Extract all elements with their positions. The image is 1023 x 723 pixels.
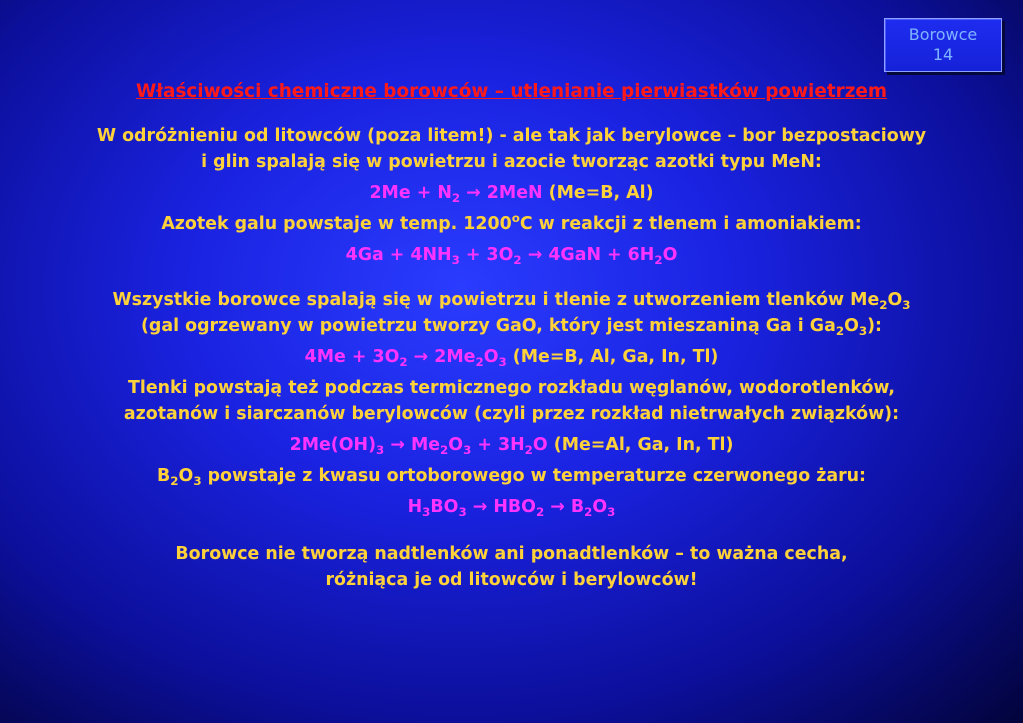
subscript: 3 [193, 474, 202, 488]
eq-text: O [592, 497, 608, 517]
eq-subscript: 2 [535, 505, 545, 519]
badge-topic: Borowce [908, 25, 978, 44]
eq-subscript: 3 [458, 505, 467, 519]
eq-text: + 3O [459, 245, 514, 265]
eq-note: (Me=Al, Ga, In, Tl) [547, 435, 734, 455]
badge-slide-number: 14 [932, 45, 954, 64]
subscript: 2 [879, 298, 888, 312]
paragraph-line: W odróżnieniu od litowców (poza litem!) - ale tak jak berylowce – bor bezpostaciowy [96, 126, 927, 146]
subscript: 3 [902, 298, 911, 312]
paragraph-text: C w reakcji z tlenem i amoniakiem: [519, 214, 862, 234]
paragraph-nitrides [20, 123, 1003, 175]
eq-subscript: 3 [422, 505, 431, 519]
eq-subscript: 3 [607, 505, 616, 519]
eq-text: 4Me + 3O [304, 347, 400, 367]
paragraph-text: (gal ogrzewany w powietrzu tworzy GaO, który jest mieszaniną Ga i Ga [140, 316, 836, 336]
eq-text: → 2Me [407, 347, 476, 367]
eq-text: H [407, 497, 423, 517]
eq-note: (Me=B, Al) [542, 183, 654, 203]
paragraph-line: Borowce nie tworzą nadtlenków ani ponadtlenków – to ważna cecha, [175, 544, 848, 564]
eq-subscript: 2 [654, 253, 663, 267]
eq-text: → 4GaN + 6H [521, 245, 655, 265]
eq-text: O [662, 245, 678, 265]
paragraph-text: O [178, 466, 194, 486]
eq-subscript: 3 [376, 443, 385, 457]
equation-nitride [20, 180, 1003, 206]
eq-subscript: 3 [451, 253, 460, 267]
paragraph-text: B [157, 466, 171, 486]
paragraph-line: azotanów i siarczanów berylowców (czyli przez rozkład nietrwałych związków): [123, 404, 900, 424]
eq-text: 4Ga + 4NH [345, 245, 452, 265]
equation-oxide [20, 344, 1003, 370]
eq-text: O [532, 435, 548, 455]
eq-subscript: 2 [451, 191, 461, 205]
paragraph-text: Wszystkie borowce spalają się w powietrzu i tlenie z utworzeniem tlenków Me [112, 290, 880, 310]
eq-note: (Me=B, Al, Ga, In, Tl) [506, 347, 719, 367]
paragraph-text: ): [867, 316, 882, 336]
equation-boric-acid [20, 494, 1003, 520]
eq-subscript: 2 [440, 443, 449, 457]
paragraph-line: różniąca je od litowców i berylowców! [325, 570, 698, 590]
eq-text: 2Me + N [369, 183, 452, 203]
paragraph-oxides [20, 287, 1003, 339]
eq-text: → Me [384, 435, 441, 455]
slide-content [20, 78, 1003, 593]
paragraph-text: O [844, 316, 859, 336]
slide-badge [884, 18, 1002, 72]
equation-hydroxide [20, 432, 1003, 458]
paragraph-boron-oxide [20, 463, 1003, 489]
paragraph-gallium-nitride [20, 211, 1003, 237]
eq-text: → 2MeN [460, 183, 543, 203]
paragraph-decomposition [20, 375, 1003, 427]
paragraph-conclusion [20, 541, 1003, 593]
eq-text: BO [430, 497, 459, 517]
paragraph-line: Tlenki powstają też podczas termicznego rozkładu węglanów, wodorotlenków, [128, 378, 895, 398]
paragraph-text: powstaje z kwasu ortoborowego w temperaturze czerwonego żaru: [201, 466, 866, 486]
degree-superscript: o [511, 211, 520, 225]
equation-gan [20, 242, 1003, 268]
eq-subscript: 3 [463, 443, 472, 457]
eq-subscript: 2 [513, 253, 522, 267]
eq-text: O [483, 347, 499, 367]
eq-text: O [448, 435, 464, 455]
eq-text: → B [544, 497, 585, 517]
eq-subscript: 2 [399, 355, 408, 369]
eq-text: 2Me(OH) [289, 435, 377, 455]
eq-subscript: 2 [584, 505, 593, 519]
eq-subscript: 2 [524, 443, 533, 457]
paragraph-text: Azotek galu powstaje w temp. 1200 [161, 214, 512, 234]
subscript: 2 [835, 324, 845, 338]
paragraph-text: O [887, 290, 903, 310]
eq-subscript: 3 [498, 355, 507, 369]
slide-title: Właściwości chemiczne borowców – utlenianie pierwiastków powietrzem [135, 81, 888, 102]
subscript: 2 [170, 474, 179, 488]
subscript: 3 [858, 324, 868, 338]
eq-text: → HBO [466, 497, 536, 517]
eq-subscript: 2 [475, 355, 484, 369]
eq-text: + 3H [471, 435, 525, 455]
paragraph-line: i glin spalają się w powietrzu i azocie tworząc azotki typu MeN: [201, 152, 822, 172]
